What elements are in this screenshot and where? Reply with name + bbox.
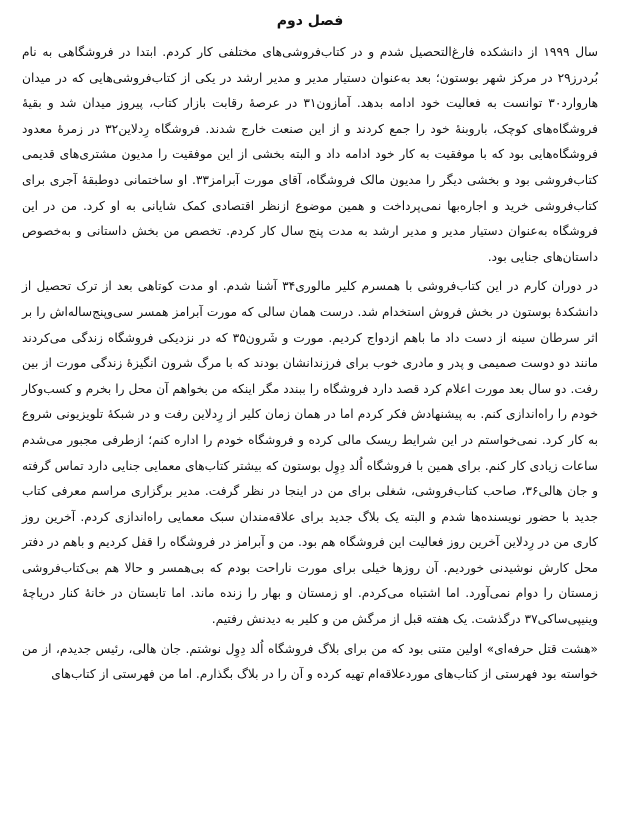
paragraph-2: در دوران کارم در این کتاب‌فروشی با همسرم کلیر مالوری۳۴ آشنا شدم. او مدت کوتاهی بعد از ترک تحصیل از دانشکدهٔ بوستون در بخش فروش استخدام شد. درست همان سالی که مورت آبرامز همسر سی‌وپنج‌ساله‌اش را بر اثر سرطان سینه از دست داد ما باهم ازدواج کردیم. مورت و شَرون۳۵ که در نزدیکی فروشگاه زندگی می‌کردند مانند دو دوست صمیمی و پدر و مادری خوب برای فرزندانشان بودند که با مرگ شرون انگیزهٔ زندگی مورت از بین رفت. دو سال بعد مورت اعلام کرد قصد دارد فروشگاه را ببندد مگر اینکه من بخواهم آن محل را بخرم و کسب‌وکار خودم را راه‌اندازی کنم. به پیشنهادش فکر کردم اما در همان زمان کلیر از رِدلاین رفت و در شبکهٔ تلویزیونی شروع به کار کرد. نمی‌خواستم در این شرایط ریسک مالی کرده و فروشگاه خودم را اداره کنم؛ ازطرفی مجبور می‌شدم ساعات زیادی کار کنم. برای همین با فروشگاه اُلد دِوِل بوستون که بیشتر کتاب‌های معمایی جنایی دارد تماس گرفته و جان هالی۳۶، صاحب کتاب‌فروشی، شغلی برای من در اینجا در نظر گرفت. مدیر برگزاری مراسم معرفی کتاب جدید با حضور نویسنده‌ها شدم و البته یک بلاگ جدید برای علاقه‌مندان سبک معمایی راه‌اندازی کردم. آخرین روز کاری من در رِدلاین آخرین روز فعالیت این فروشگاه هم بود. من و آبرامز در فروشگاه را قفل کردیم و باهم در دفتر محل کارش نوشیدنی خوردیم. آن روزها خیلی برای مورت ناراحت بودم که بی‌همسر و حالا هم بی‌کتاب‌فروشی زمستان را دوام نمی‌آورد. اما اشتباه می‌کردم. او زمستان و بهار را زنده ماند. اما تابستان در خانهٔ کنار دریاچهٔ وینیپی‌ساکی۳۷ درگذشت. یک هفته قبل از مرگش من و کلیر به دیدنش رفتیم. <box>22 279 599 627</box>
paragraph-1: سال ۱۹۹۹ از دانشکده فارغ‌التحصیل شدم و در کتاب‌فروشی‌های مختلفی کار کردم. ابتدا در فروشگاهی به نام بُردرز۲۹ در مرکز شهر بوستون؛ بعد به‌عنوان دستیار مدیر و مدیر ارشد در یکی از کتاب‌فروشی‌هایی که در میدان هاروارد۳۰ توانست به فعالیت خود ادامه بدهد. آمازون۳۱ در عرصهٔ رقابت بازار کتاب، پیروز میدان شد و بقیهٔ فروشگاه‌های کوچک، بارو‌بنهٔ خود را جمع کردند و از این صنعت خارج شدند. فروشگاه رِدلاین۳۲ در زمرهٔ معدود فروشگاه‌هایی بود که با موفقیت به کار خود ادامه داد و البته بخشی از این موفقیت را مدیون مشتری‌های قدیمی کتاب‌فروشی بود و بخشی دیگر را مدیون مالک فروشگاه، آقای مورت آبرامز۳۳. او ساختمانی دوطبقهٔ آجری برای کتاب‌فروشی خرید و اجاره‌بها نمی‌پرداخت و همین موضوع ازنظر اقتصادی کمک شایانی به او کرد. من در این فروشگاه به‌عنوان دستیار مدیر و مدیر ارشد به مدت پنج سال کار کردم. تخصص من بخش داستانی و به‌خصوص داستان‌های جنایی بود. <box>22 45 599 264</box>
document-page <box>22 10 598 692</box>
chapter-title: فصل دوم <box>276 13 344 29</box>
paragraph-3: «هشت قتل حرفه‌ای» اولین متنی بود که من برای بلاگ فروشگاه اُلد دِوِل نوشتم. جان هالی، رئیس جدیدم، از من خواسته بود فهرستی از کتاب‌های موردعلاقه‌ام تهیه کرده و آن را در بلاگ بگذارم. اما من فهرستی از کتاب‌های <box>22 641 598 682</box>
